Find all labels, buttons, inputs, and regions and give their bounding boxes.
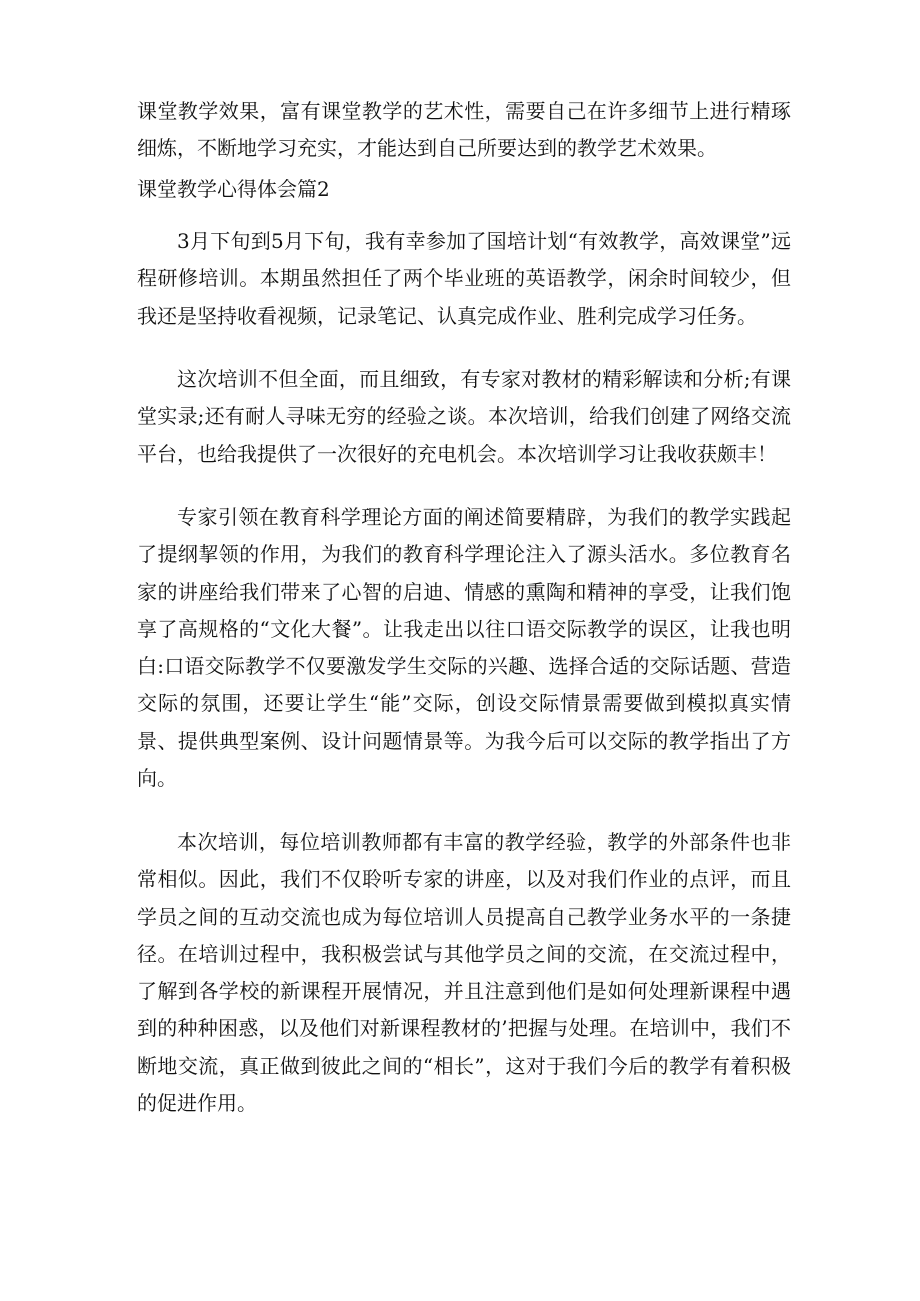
paragraph-expert-guidance: 专家引领在教育科学理论方面的阐述简要精辟，为我们的教学实践起了提纲挈领的作用，为我们的教育科学理论注入了源头活水。多位教育名家的讲座给我们带来了心智的启迪、情感的熏陶和精神的享受，让我们饱享了高规格的“文化大餐”。让我走出以往口语交际教学的误区，让我也明白:口语交际教学不仅要激发学生交际的兴趣、选择合适的交际话题、营造交际的氛围，还要让学生“能”交际，创设交际情景需要做到模拟真实情景、提供典型案例、设计问题情景等。为我今后可以交际的教学指出了方向。 [137, 505, 791, 791]
paragraph-training-intro: 3月下旬到5月下旬，我有幸参加了国培计划“有效教学，高效课堂”远程研修培训。本期虽然担任了两个毕业班的英语教学，闲余时间较少，但我还是坚持收看视频，记录笔记、认真完成作业、胜利完成学习任务。 [137, 229, 791, 328]
paragraph-peer-exchange: 本次培训，每位培训教师都有丰富的教学经验，教学的外部条件也非常相似。因此，我们不仅聆听专家的讲座，以及对我们作业的点评，而且学员之间的互动交流也成为每位培训人员提高自己教学业务水平的一条捷径。在培训过程中，我积极尝试与其他学员之间的交流，在交流过程中，了解到各学校的新课程开展情况，并且注意到他们是如何处理新课程中遇到的种种困惑，以及他们对新课程教材的’把握与处理。在培训中，我们不断地交流，真正做到彼此之间的“相长”，这对于我们今后的教学有着积极的促进作用。 [137, 830, 791, 1116]
paragraph-training-content: 这次培训不但全面，而且细致，有专家对教材的精彩解读和分析;有课堂实录;还有耐人寻味无穷的经验之谈。本次培训，给我们创建了网络交流平台，也给我提供了一次很好的充电机会。本次培训学习让我收获颇丰！ [137, 367, 791, 466]
paragraph-continued: 课堂教学效果，富有课堂教学的艺术性，需要自己在许多细节上进行精琢细炼，不断地学习充实，才能达到自己所要达到的教学艺术效果。 [137, 99, 791, 161]
section-heading: 课堂教学心得体会篇2 [137, 177, 330, 201]
